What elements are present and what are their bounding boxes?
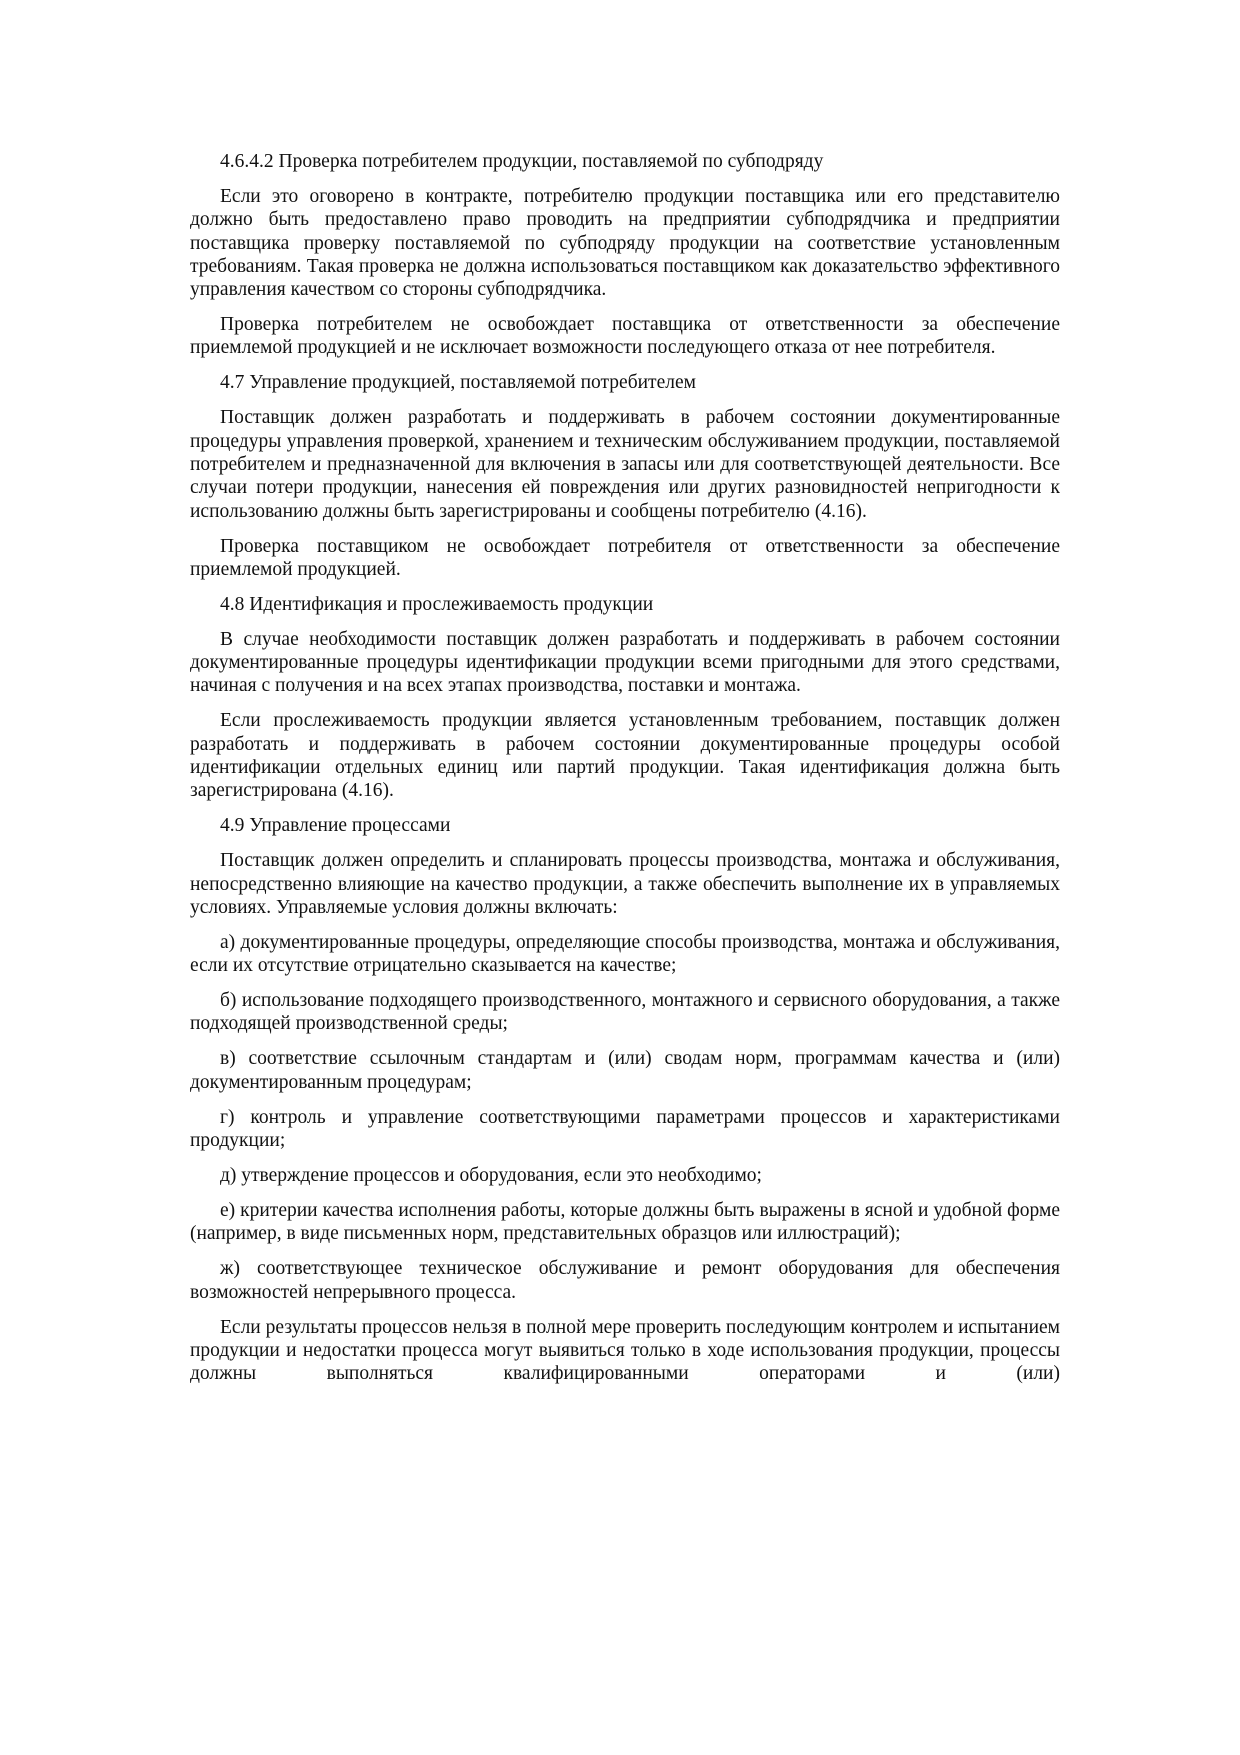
section-heading-4-9: 4.9 Управление процессами <box>220 815 451 837</box>
paragraph: Проверка потребителем не освобождает поставщика от ответственности за обеспечение приемлемой продукцией и не исключает возможности последующего отказа от нее потребителя. <box>190 314 1060 359</box>
list-item: г) контроль и управление соответствующими параметрами процессов и характеристиками продукции; <box>190 1106 1060 1152</box>
section-heading-4-6-4-2: 4.6.4.2 Проверка потребителем продукции, поставляемой по субподряду <box>220 151 824 172</box>
paragraph: Поставщик должен разработать и поддерживать в рабочем состоянии документированные процедуры управления проверкой, хранением и техническим обслуживанием продукции, поставляемой потребителем и предназначенной для включения в запасы или для соответствующей деятельности. Все случаи потери продукции, нанесения ей повреждения или других разновидностей непригодности к использованию должны быть зарегистрированы и сообщены потребителю (4.16). <box>190 407 1060 522</box>
list-item: е) критерии качества исполнения работы, которые должны быть выражены в ясной и удобной форме (например, в виде письменных норм, представительных образцов или иллюстраций); <box>190 1199 1060 1245</box>
paragraph: Если результаты процессов нельзя в полной мере проверить последующим контролем и испытанием продукции и недостатки процесса могут выявиться только в ходе использования продукции, процессы должны выполняться квалифицированными операторами и (или) <box>190 1316 1060 1385</box>
document-page <box>190 150 1060 1385</box>
list-item: ж) соответствующее техническое обслуживание и ремонт оборудования для обеспечения возможностей непрерывного процесса. <box>190 1258 1060 1303</box>
paragraph: В случае необходимости поставщик должен разработать и поддерживать в рабочем состоянии документированные процедуры идентификации продукции всеми пригодными для этого средствами, начиная с получения и на всех этапах производства, поставки и монтажа. <box>190 628 1060 697</box>
paragraph: Если это оговорено в контракте, потребителю продукции поставщика или его представителю должно быть предоставлено право проводить на предприятии субподрядчика и предприятии поставщика проверку поставляемой по субподряду продукции на соответствие установленным требованиям. Такая проверка не должна использоваться поставщиком как доказательство эффективного управления качеством со стороны субподрядчика. <box>190 185 1060 301</box>
section-heading-4-8: 4.8 Идентификация и прослеживаемость продукции <box>220 593 654 615</box>
paragraph: Если прослеживаемость продукции является установленным требованием, поставщик должен разработать и поддерживать в рабочем состоянии документированные процедуры особой идентификации отдельных единиц или партий продукции. Такая идентификация должна быть зарегистрирована (4.16). <box>190 710 1060 802</box>
list-item: в) соответствие ссылочным стандартам и (или) сводам норм, программам качества и (или) документированным процедурам; <box>190 1048 1060 1093</box>
list-item: а) документированные процедуры, определяющие способы производства, монтажа и обслуживания, если их отсутствие отрицательно сказывается на качестве; <box>190 931 1060 977</box>
section-heading-4-7: 4.7 Управление продукцией, поставляемой потребителем <box>220 372 696 394</box>
paragraph: Поставщик должен определить и спланировать процессы производства, монтажа и обслуживания, непосредственно влияющие на качество продукции, а также обеспечить выполнение их в управляемых условиях. Управляемые условия должны включать: <box>190 850 1060 918</box>
list-item: б) использование подходящего производственного, монтажного и сервисного оборудования, а также подходящей производственной среды; <box>190 990 1060 1035</box>
paragraph: Проверка поставщиком не освобождает потребителя от ответственности за обеспечение приемлемой продукцией. <box>190 535 1060 580</box>
list-item: д) утверждение процессов и оборудования, если это необходимо; <box>220 1165 762 1186</box>
